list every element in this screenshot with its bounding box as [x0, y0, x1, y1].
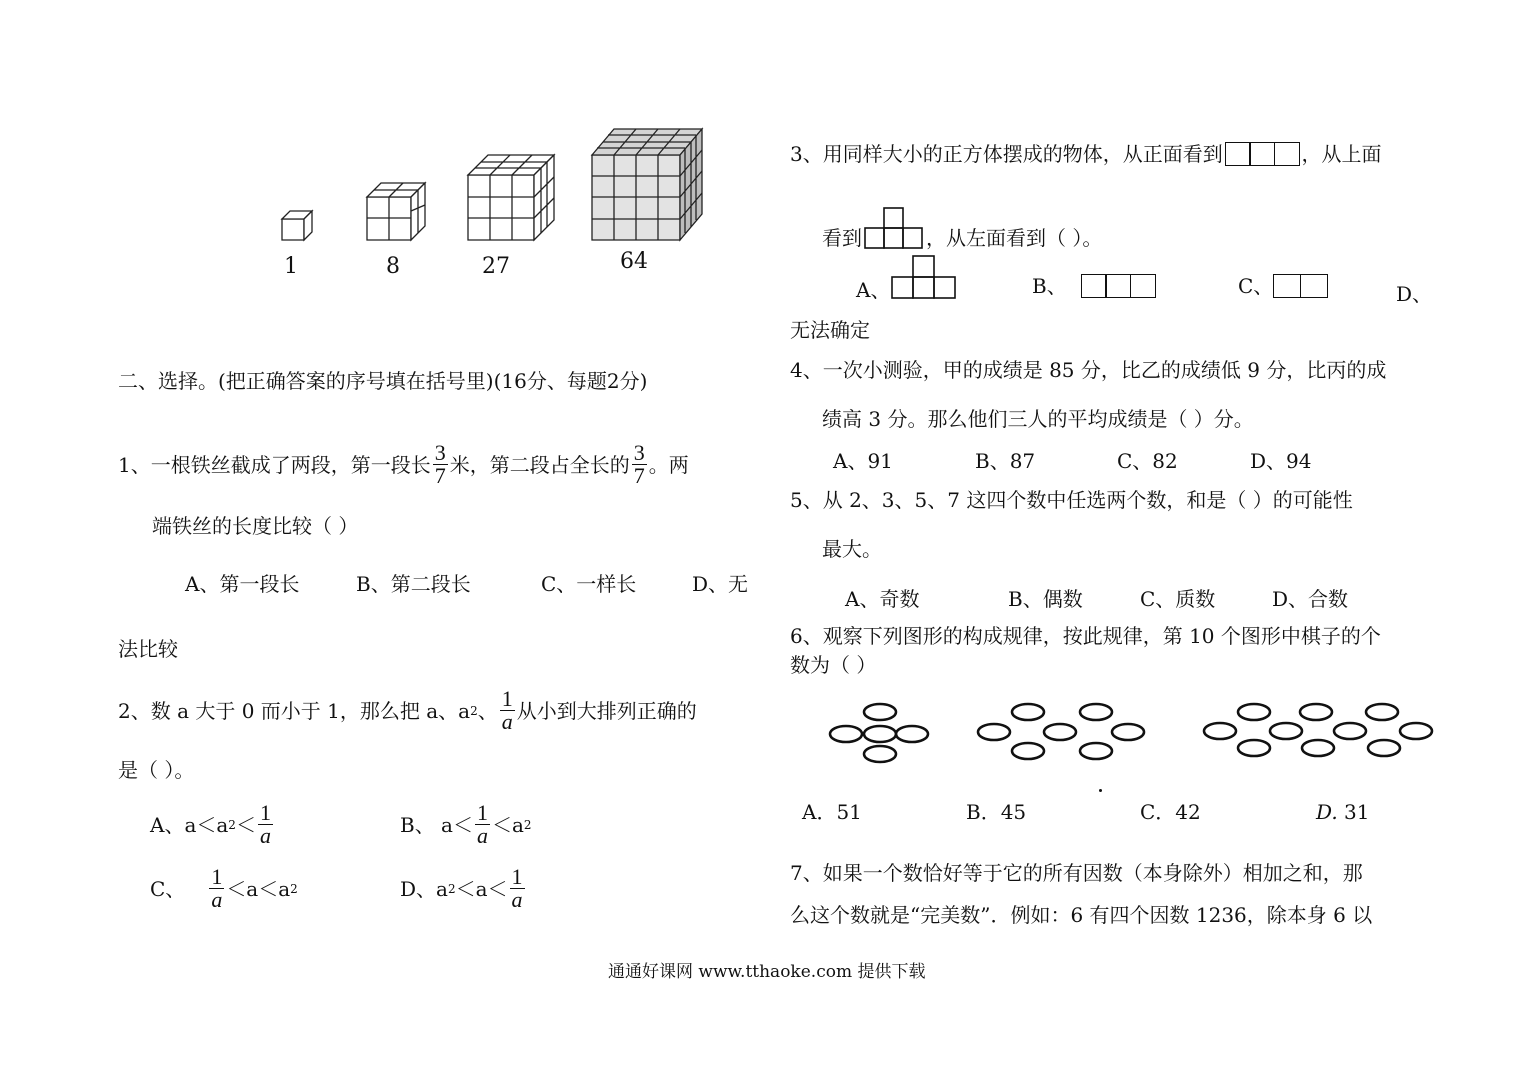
q5-option-b[interactable]: B、偶数	[1008, 587, 1083, 611]
q1-text-c: 。两	[648, 452, 689, 477]
q6-line2: 数为（ ）	[790, 653, 877, 677]
q2-sup: 2	[470, 703, 478, 718]
q5-option-a[interactable]: A、奇数	[845, 587, 920, 611]
q6-option-c[interactable]: C．42	[1140, 800, 1201, 824]
q2-text-a: 2、数 a 大于 0 而小于 1，那么把 a、a	[118, 698, 471, 723]
q3-front-view-icon	[1225, 142, 1300, 166]
page-footer: 通通好课网 www.tthaoke.com 提供下载	[608, 962, 926, 982]
q3-option-c-shape-icon	[1273, 274, 1327, 298]
q5-option-c[interactable]: C、质数	[1140, 587, 1216, 611]
q2-line2: 是（ ）。	[118, 758, 195, 782]
q4-line2: 绩高 3 分。那么他们三人的平均成绩是（ ）分。	[822, 407, 1254, 431]
q3-line2: 看到 ，从左面看到（ ）。	[822, 206, 1102, 250]
q1-option-a[interactable]: A、第一段长	[185, 572, 300, 596]
cube-label-27: 27	[482, 254, 510, 279]
q4-option-a[interactable]: A、91	[833, 449, 893, 473]
q2-option-c[interactable]: C、 $\frac{1}{a}$ ＜a＜a 2	[150, 864, 298, 912]
q2-option-d[interactable]: D、a 2 ＜a＜ $\frac{1}{a}$	[400, 864, 523, 912]
q6-option-d[interactable]: D. 31	[1316, 800, 1370, 824]
q6-option-b[interactable]: B．45	[966, 800, 1027, 824]
q6-dot	[1099, 789, 1102, 792]
q4-line1: 4、一次小测验，甲的成绩是 85 分，比乙的成绩低 9 分，比丙的成	[790, 358, 1387, 382]
q3-option-b-shape-icon	[1081, 274, 1156, 298]
q4-option-c[interactable]: C、82	[1117, 449, 1178, 473]
q1-text-b: 米，第二段占全长的	[449, 452, 630, 477]
q6-line1: 6、观察下列图形的构成规律，按此规律，第 10 个图形中棋子的个	[790, 624, 1381, 648]
cube-label-1: 1	[284, 254, 298, 279]
q2-option-a[interactable]: A、a＜a 2 ＜ $\frac{1}{a}$	[150, 800, 271, 848]
q7-line1: 7、如果一个数恰好等于它的所有因数（本身除外）相加之和，那	[790, 861, 1363, 885]
q4-option-d[interactable]: D、94	[1250, 449, 1312, 473]
q3-option-c[interactable]: C、	[1238, 274, 1328, 298]
q3-option-d[interactable]: D、	[1396, 282, 1433, 306]
q1-option-c[interactable]: C、一样长	[541, 572, 637, 596]
q1-option-d-cont: 法比较	[118, 637, 178, 661]
q1-option-b[interactable]: B、第二段长	[356, 572, 471, 596]
q3-option-a[interactable]: A、	[856, 252, 958, 300]
q1-fraction-2: $\frac{3}{7}$	[633, 440, 645, 488]
q5-line1: 5、从 2、3、5、7 这四个数中任选两个数，和是（ ）的可能性	[790, 488, 1353, 512]
q1-line2: 端铁丝的长度比较（ ）	[152, 514, 359, 538]
q2-text-b: 、	[477, 698, 498, 723]
q7-line2: 么这个数就是“完美数”．例如：6 有四个因数 1236，除本身 6 以	[790, 903, 1373, 927]
q4-option-b[interactable]: B、87	[975, 449, 1036, 473]
cube-label-64: 64	[620, 249, 648, 274]
q5-line2: 最大。	[822, 537, 882, 561]
q2-option-b[interactable]: B、 a＜ $\frac{1}{a}$ ＜a 2	[400, 800, 532, 848]
q1-line1	[118, 442, 689, 487]
cube-label-8: 8	[386, 254, 400, 279]
q6-option-a[interactable]: A．51	[802, 800, 862, 824]
q5-option-d[interactable]: D、合数	[1272, 587, 1349, 611]
section-title: 二、选择。(把正确答案的序号填在括号里)(16分、每题2分)	[118, 369, 648, 393]
q3-option-b[interactable]: B、	[1032, 274, 1156, 298]
q2-fraction: $\frac{1}{a}$	[501, 686, 513, 734]
q1-text-a: 1、一根铁丝截成了两段，第一段长	[118, 452, 431, 477]
q3-top-view-icon	[864, 206, 924, 250]
q2-text-c: 从小到大排列正确的	[516, 698, 697, 723]
q1-fraction-1: $\frac{3}{7}$	[434, 440, 446, 488]
q3-line1: 3、用同样大小的正方体摆成的物体，从正面看到 ，从上面	[790, 142, 1382, 166]
q3-option-d-cont: 无法确定	[790, 318, 870, 342]
q6-pattern-figure	[820, 698, 1450, 768]
q1-option-d[interactable]: D、无	[692, 572, 749, 596]
q2-line1	[118, 688, 697, 733]
q3-option-a-shape-icon	[890, 252, 958, 300]
